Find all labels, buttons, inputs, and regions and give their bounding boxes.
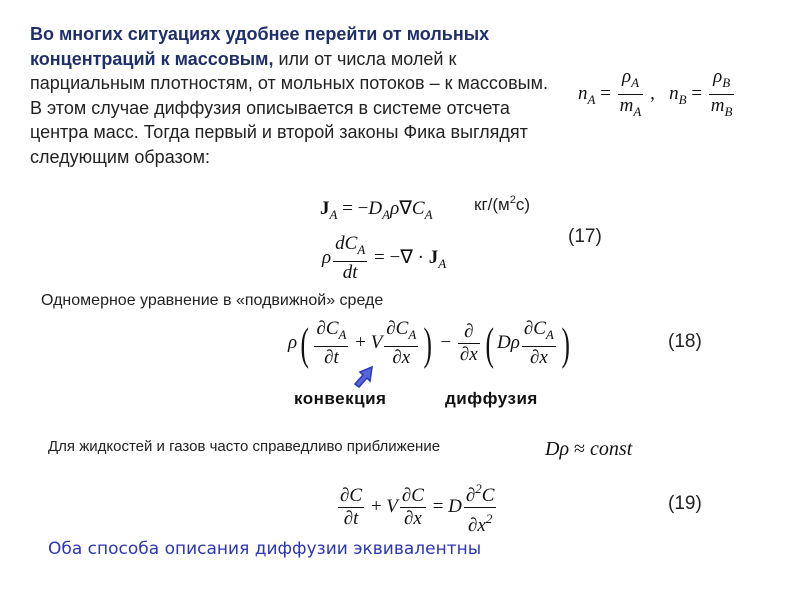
units-sup: 2 <box>509 194 516 206</box>
diffusion-equation: $\frac{\partial C}{\partial t}$ + V $\frac{\partial C}{\partial x}$ = D $\frac{\partial^2C}{\partial x^2}$ <box>336 478 498 537</box>
fick-second-law: ρ $\frac{dC_A}{dt}$ = −∇ · $J_A$ <box>322 233 447 283</box>
intro-rest: или от числа молей к парциальным плотностям, от мольных потоков – к массовым. В этом случае диффузия описывается в системе отсчета центра масс. Тогда первый и второй законы Фика выглядят следующим образом: <box>30 48 548 167</box>
equation-number-18: (18) <box>668 331 702 352</box>
moving-medium-equation: ρ( $\frac{\partial C_A}{\partial t}$ + V $\frac{\partial C_A}{\partial x}$ ) − $\frac{\partial}{\partial x}$ ( Dρ $\frac{\partial C_A}{\partial x}$ ) <box>288 317 570 369</box>
equation-number-19: (19) <box>668 493 702 514</box>
one-dim-text: Одномерное уравнение в «подвижной» среде <box>41 292 384 309</box>
final-statement: Оба способа описания диффузии эквивалентны <box>48 539 482 559</box>
equation-number-17: (17) <box>568 226 602 247</box>
intro-bold: Во многих ситуациях удобнее перейти от мольных концентраций к массовым, <box>30 24 490 69</box>
convection-label: конвекция <box>294 389 387 408</box>
diffusion-label: диффузия <box>445 389 538 408</box>
arrow-up-right-icon <box>352 364 380 390</box>
approximation-text: Для жидкостей и газов часто справедливо приближение <box>48 438 441 455</box>
flux-units: $кг/(м^2с)$ <box>474 194 531 214</box>
approximation-formula: Dρ ≈ const <box>545 438 633 460</box>
molar-to-mass-formulas: $n_A$ = $\frac{\rho_A}{m_A}$ , $n_B$ = $\frac{\rho_B}{m_B}$ <box>578 66 733 119</box>
intro-paragraph <box>30 22 550 169</box>
fick-first-law: $J_A = -D_A\rho\nabla C_A$ <box>320 198 433 222</box>
